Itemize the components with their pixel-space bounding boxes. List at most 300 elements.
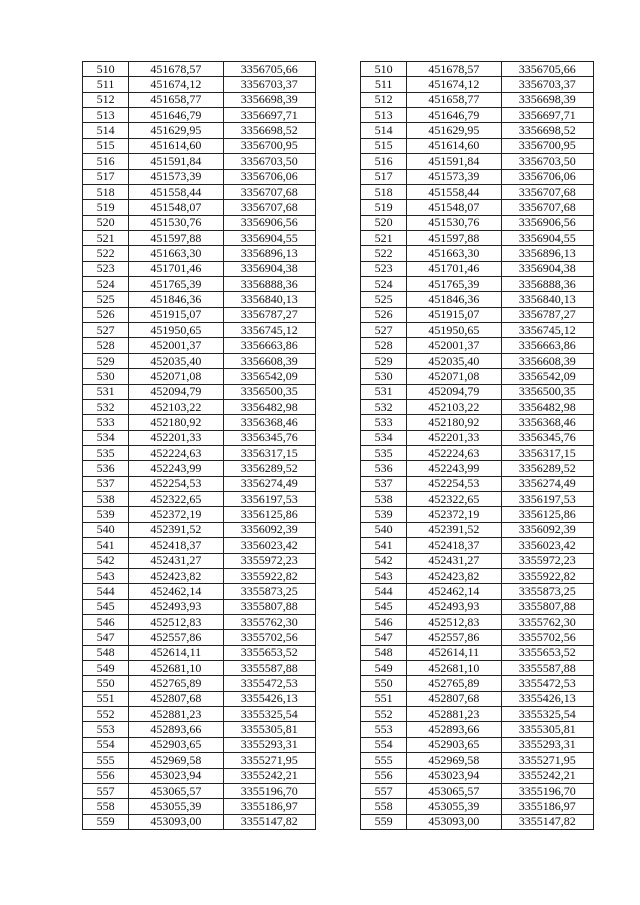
left-y-coordinate-cell: 3356705,66 [223, 62, 315, 77]
coordinate-table [82, 61, 594, 830]
table-row [83, 261, 594, 276]
table-row [83, 461, 594, 476]
right-x-coordinate-cell: 451678,57 [407, 62, 501, 77]
left-point-number-cell: 538 [83, 492, 129, 507]
left-x-coordinate-cell: 452418,37 [129, 538, 223, 553]
left-x-coordinate-cell: 451701,46 [129, 261, 223, 276]
left-point-number-cell: 547 [83, 630, 129, 645]
left-point-number-cell: 543 [83, 568, 129, 583]
left-point-number-cell: 551 [83, 691, 129, 706]
left-y-coordinate-cell: 3356092,39 [223, 522, 315, 537]
table-row [83, 307, 594, 322]
right-y-coordinate-cell: 3356482,98 [501, 399, 593, 414]
left-point-number-cell: 545 [83, 599, 129, 614]
table-row [83, 645, 594, 660]
right-point-number-cell: 545 [361, 599, 407, 614]
table-row [83, 77, 594, 92]
left-y-coordinate-cell: 3356023,42 [223, 538, 315, 553]
column-gap [315, 737, 360, 752]
right-x-coordinate-cell: 452322,65 [407, 492, 501, 507]
right-x-coordinate-cell: 451663,30 [407, 246, 501, 261]
table-row [83, 783, 594, 798]
right-point-number-cell: 541 [361, 538, 407, 553]
left-x-coordinate-cell: 452001,37 [129, 338, 223, 353]
column-gap [315, 476, 360, 491]
table-row [83, 691, 594, 706]
left-y-coordinate-cell: 3355702,56 [223, 630, 315, 645]
left-point-number-cell: 556 [83, 768, 129, 783]
right-point-number-cell: 549 [361, 661, 407, 676]
left-x-coordinate-cell: 451658,77 [129, 92, 223, 107]
right-x-coordinate-cell: 451701,46 [407, 261, 501, 276]
column-gap [315, 461, 360, 476]
right-y-coordinate-cell: 3355702,56 [501, 630, 593, 645]
left-x-coordinate-cell: 451614,60 [129, 138, 223, 153]
table-row [83, 246, 594, 261]
right-x-coordinate-cell: 452969,58 [407, 753, 501, 768]
table-row [83, 292, 594, 307]
left-y-coordinate-cell: 3355325,54 [223, 707, 315, 722]
right-x-coordinate-cell: 453065,57 [407, 783, 501, 798]
left-point-number-cell: 518 [83, 184, 129, 199]
right-point-number-cell: 556 [361, 768, 407, 783]
left-x-coordinate-cell: 452254,53 [129, 476, 223, 491]
right-y-coordinate-cell: 3355922,82 [501, 568, 593, 583]
left-x-coordinate-cell: 451674,12 [129, 77, 223, 92]
coordinate-table-body [83, 62, 594, 830]
left-x-coordinate-cell: 451915,07 [129, 307, 223, 322]
left-x-coordinate-cell: 452614,11 [129, 645, 223, 660]
right-point-number-cell: 519 [361, 200, 407, 215]
column-gap [315, 430, 360, 445]
right-y-coordinate-cell: 3356896,13 [501, 246, 593, 261]
right-point-number-cell: 548 [361, 645, 407, 660]
right-y-coordinate-cell: 3355587,88 [501, 661, 593, 676]
right-y-coordinate-cell: 3355807,88 [501, 599, 593, 614]
left-x-coordinate-cell: 452224,63 [129, 445, 223, 460]
right-y-coordinate-cell: 3356698,52 [501, 123, 593, 138]
right-x-coordinate-cell: 451591,84 [407, 154, 501, 169]
right-point-number-cell: 540 [361, 522, 407, 537]
right-x-coordinate-cell: 451548,07 [407, 200, 501, 215]
right-x-coordinate-cell: 452243,99 [407, 461, 501, 476]
left-x-coordinate-cell: 452512,83 [129, 614, 223, 629]
right-x-coordinate-cell: 451530,76 [407, 215, 501, 230]
table-row [83, 661, 594, 676]
right-y-coordinate-cell: 3355293,31 [501, 737, 593, 752]
column-gap [315, 62, 360, 77]
left-y-coordinate-cell: 3355242,21 [223, 768, 315, 783]
column-gap [315, 814, 360, 829]
right-x-coordinate-cell: 452881,23 [407, 707, 501, 722]
column-gap [315, 108, 360, 123]
left-y-coordinate-cell: 3355293,31 [223, 737, 315, 752]
column-gap [315, 353, 360, 368]
right-point-number-cell: 558 [361, 799, 407, 814]
left-x-coordinate-cell: 451846,36 [129, 292, 223, 307]
coordinate-sheet [82, 61, 594, 830]
left-y-coordinate-cell: 3356608,39 [223, 353, 315, 368]
left-y-coordinate-cell: 3355305,81 [223, 722, 315, 737]
table-row [83, 522, 594, 537]
right-y-coordinate-cell: 3356904,55 [501, 230, 593, 245]
right-y-coordinate-cell: 3355186,97 [501, 799, 593, 814]
table-row [83, 338, 594, 353]
left-x-coordinate-cell: 452431,27 [129, 553, 223, 568]
left-y-coordinate-cell: 3356274,49 [223, 476, 315, 491]
left-point-number-cell: 532 [83, 399, 129, 414]
right-y-coordinate-cell: 3355472,53 [501, 676, 593, 691]
right-y-coordinate-cell: 3355242,21 [501, 768, 593, 783]
left-point-number-cell: 520 [83, 215, 129, 230]
left-y-coordinate-cell: 3356745,12 [223, 323, 315, 338]
left-point-number-cell: 515 [83, 138, 129, 153]
column-gap [315, 753, 360, 768]
right-x-coordinate-cell: 452493,93 [407, 599, 501, 614]
right-x-coordinate-cell: 451846,36 [407, 292, 501, 307]
right-point-number-cell: 535 [361, 445, 407, 460]
column-gap [315, 138, 360, 153]
right-point-number-cell: 531 [361, 384, 407, 399]
left-x-coordinate-cell: 451646,79 [129, 108, 223, 123]
right-x-coordinate-cell: 451614,60 [407, 138, 501, 153]
table-row [83, 507, 594, 522]
column-gap [315, 507, 360, 522]
left-x-coordinate-cell: 452765,89 [129, 676, 223, 691]
right-point-number-cell: 511 [361, 77, 407, 92]
table-row [83, 492, 594, 507]
right-x-coordinate-cell: 453023,94 [407, 768, 501, 783]
right-point-number-cell: 515 [361, 138, 407, 153]
left-y-coordinate-cell: 3355147,82 [223, 814, 315, 829]
right-point-number-cell: 557 [361, 783, 407, 798]
left-y-coordinate-cell: 3355762,30 [223, 614, 315, 629]
left-y-coordinate-cell: 3356345,76 [223, 430, 315, 445]
left-point-number-cell: 525 [83, 292, 129, 307]
left-point-number-cell: 558 [83, 799, 129, 814]
right-point-number-cell: 551 [361, 691, 407, 706]
left-point-number-cell: 516 [83, 154, 129, 169]
left-x-coordinate-cell: 452035,40 [129, 353, 223, 368]
left-point-number-cell: 511 [83, 77, 129, 92]
right-point-number-cell: 534 [361, 430, 407, 445]
right-point-number-cell: 514 [361, 123, 407, 138]
right-y-coordinate-cell: 3355325,54 [501, 707, 593, 722]
left-x-coordinate-cell: 452557,86 [129, 630, 223, 645]
left-x-coordinate-cell: 451765,39 [129, 277, 223, 292]
right-y-coordinate-cell: 3356500,35 [501, 384, 593, 399]
right-y-coordinate-cell: 3356707,68 [501, 184, 593, 199]
right-y-coordinate-cell: 3355762,30 [501, 614, 593, 629]
column-gap [315, 292, 360, 307]
left-point-number-cell: 541 [83, 538, 129, 553]
left-point-number-cell: 531 [83, 384, 129, 399]
column-gap [315, 323, 360, 338]
table-row [83, 630, 594, 645]
right-x-coordinate-cell: 452254,53 [407, 476, 501, 491]
left-y-coordinate-cell: 3356904,38 [223, 261, 315, 276]
column-gap [315, 445, 360, 460]
left-x-coordinate-cell: 451629,95 [129, 123, 223, 138]
left-point-number-cell: 539 [83, 507, 129, 522]
right-point-number-cell: 528 [361, 338, 407, 353]
column-gap [315, 277, 360, 292]
left-x-coordinate-cell: 452071,08 [129, 369, 223, 384]
right-point-number-cell: 527 [361, 323, 407, 338]
left-point-number-cell: 544 [83, 584, 129, 599]
right-x-coordinate-cell: 452765,89 [407, 676, 501, 691]
right-point-number-cell: 554 [361, 737, 407, 752]
column-gap [315, 568, 360, 583]
column-gap [315, 630, 360, 645]
right-y-coordinate-cell: 3355873,25 [501, 584, 593, 599]
right-x-coordinate-cell: 452893,66 [407, 722, 501, 737]
left-y-coordinate-cell: 3356904,55 [223, 230, 315, 245]
right-y-coordinate-cell: 3356706,06 [501, 169, 593, 184]
table-row [83, 430, 594, 445]
column-gap [315, 415, 360, 430]
left-x-coordinate-cell: 452893,66 [129, 722, 223, 737]
right-point-number-cell: 513 [361, 108, 407, 123]
left-y-coordinate-cell: 3355271,95 [223, 753, 315, 768]
table-row [83, 599, 594, 614]
left-point-number-cell: 552 [83, 707, 129, 722]
right-y-coordinate-cell: 3355426,13 [501, 691, 593, 706]
table-row [83, 799, 594, 814]
left-x-coordinate-cell: 452881,23 [129, 707, 223, 722]
left-x-coordinate-cell: 451530,76 [129, 215, 223, 230]
left-x-coordinate-cell: 452391,52 [129, 522, 223, 537]
right-x-coordinate-cell: 452224,63 [407, 445, 501, 460]
right-point-number-cell: 559 [361, 814, 407, 829]
left-point-number-cell: 513 [83, 108, 129, 123]
column-gap [315, 783, 360, 798]
left-x-coordinate-cell: 451950,65 [129, 323, 223, 338]
left-point-number-cell: 510 [83, 62, 129, 77]
right-point-number-cell: 538 [361, 492, 407, 507]
right-y-coordinate-cell: 3356608,39 [501, 353, 593, 368]
left-point-number-cell: 524 [83, 277, 129, 292]
right-point-number-cell: 553 [361, 722, 407, 737]
left-x-coordinate-cell: 451591,84 [129, 154, 223, 169]
right-x-coordinate-cell: 452071,08 [407, 369, 501, 384]
table-row [83, 584, 594, 599]
table-row [83, 92, 594, 107]
column-gap [315, 92, 360, 107]
left-y-coordinate-cell: 3356706,06 [223, 169, 315, 184]
left-point-number-cell: 550 [83, 676, 129, 691]
left-y-coordinate-cell: 3355653,52 [223, 645, 315, 660]
left-point-number-cell: 519 [83, 200, 129, 215]
right-x-coordinate-cell: 451950,65 [407, 323, 501, 338]
right-point-number-cell: 533 [361, 415, 407, 430]
table-row [83, 108, 594, 123]
column-gap [315, 492, 360, 507]
right-y-coordinate-cell: 3356904,38 [501, 261, 593, 276]
left-x-coordinate-cell: 452103,22 [129, 399, 223, 414]
column-gap [315, 645, 360, 660]
right-x-coordinate-cell: 452512,83 [407, 614, 501, 629]
left-point-number-cell: 512 [83, 92, 129, 107]
right-point-number-cell: 550 [361, 676, 407, 691]
left-x-coordinate-cell: 453023,94 [129, 768, 223, 783]
left-y-coordinate-cell: 3356707,68 [223, 200, 315, 215]
right-x-coordinate-cell: 452903,65 [407, 737, 501, 752]
column-gap [315, 230, 360, 245]
right-x-coordinate-cell: 451915,07 [407, 307, 501, 322]
left-y-coordinate-cell: 3356888,36 [223, 277, 315, 292]
left-y-coordinate-cell: 3355922,82 [223, 568, 315, 583]
left-x-coordinate-cell: 452201,33 [129, 430, 223, 445]
left-point-number-cell: 537 [83, 476, 129, 491]
right-point-number-cell: 512 [361, 92, 407, 107]
left-x-coordinate-cell: 451573,39 [129, 169, 223, 184]
left-x-coordinate-cell: 451678,57 [129, 62, 223, 77]
column-gap [315, 200, 360, 215]
right-point-number-cell: 537 [361, 476, 407, 491]
right-point-number-cell: 542 [361, 553, 407, 568]
column-gap [315, 77, 360, 92]
left-y-coordinate-cell: 3356896,13 [223, 246, 315, 261]
right-point-number-cell: 517 [361, 169, 407, 184]
table-row [83, 123, 594, 138]
right-point-number-cell: 552 [361, 707, 407, 722]
left-point-number-cell: 540 [83, 522, 129, 537]
column-gap [315, 522, 360, 537]
right-x-coordinate-cell: 452094,79 [407, 384, 501, 399]
left-x-coordinate-cell: 452681,10 [129, 661, 223, 676]
right-x-coordinate-cell: 452807,68 [407, 691, 501, 706]
right-x-coordinate-cell: 451629,95 [407, 123, 501, 138]
table-row [83, 323, 594, 338]
right-y-coordinate-cell: 3356787,27 [501, 307, 593, 322]
left-point-number-cell: 526 [83, 307, 129, 322]
left-point-number-cell: 559 [83, 814, 129, 829]
column-gap [315, 799, 360, 814]
column-gap [315, 184, 360, 199]
right-x-coordinate-cell: 452418,37 [407, 538, 501, 553]
right-point-number-cell: 524 [361, 277, 407, 292]
column-gap [315, 538, 360, 553]
column-gap [315, 399, 360, 414]
right-x-coordinate-cell: 452423,82 [407, 568, 501, 583]
right-x-coordinate-cell: 451765,39 [407, 277, 501, 292]
left-point-number-cell: 546 [83, 614, 129, 629]
right-y-coordinate-cell: 3356663,86 [501, 338, 593, 353]
right-point-number-cell: 529 [361, 353, 407, 368]
right-point-number-cell: 555 [361, 753, 407, 768]
left-y-coordinate-cell: 3356197,53 [223, 492, 315, 507]
right-x-coordinate-cell: 452681,10 [407, 661, 501, 676]
left-point-number-cell: 530 [83, 369, 129, 384]
right-y-coordinate-cell: 3356368,46 [501, 415, 593, 430]
right-point-number-cell: 532 [361, 399, 407, 414]
right-point-number-cell: 522 [361, 246, 407, 261]
left-x-coordinate-cell: 452903,65 [129, 737, 223, 752]
right-y-coordinate-cell: 3356697,71 [501, 108, 593, 123]
right-y-coordinate-cell: 3356705,66 [501, 62, 593, 77]
left-y-coordinate-cell: 3356700,95 [223, 138, 315, 153]
table-row [83, 230, 594, 245]
table-row [83, 568, 594, 583]
left-point-number-cell: 554 [83, 737, 129, 752]
column-gap [315, 707, 360, 722]
left-y-coordinate-cell: 3355196,70 [223, 783, 315, 798]
column-gap [315, 338, 360, 353]
left-point-number-cell: 548 [83, 645, 129, 660]
left-point-number-cell: 533 [83, 415, 129, 430]
left-point-number-cell: 553 [83, 722, 129, 737]
column-gap [315, 369, 360, 384]
left-x-coordinate-cell: 452243,99 [129, 461, 223, 476]
right-point-number-cell: 526 [361, 307, 407, 322]
right-y-coordinate-cell: 3356289,52 [501, 461, 593, 476]
right-y-coordinate-cell: 3356703,50 [501, 154, 593, 169]
left-point-number-cell: 535 [83, 445, 129, 460]
left-point-number-cell: 557 [83, 783, 129, 798]
column-gap [315, 691, 360, 706]
table-row [83, 415, 594, 430]
table-row [83, 676, 594, 691]
right-y-coordinate-cell: 3356700,95 [501, 138, 593, 153]
table-row [83, 722, 594, 737]
right-y-coordinate-cell: 3356345,76 [501, 430, 593, 445]
right-y-coordinate-cell: 3356023,42 [501, 538, 593, 553]
left-y-coordinate-cell: 3355426,13 [223, 691, 315, 706]
right-x-coordinate-cell: 452462,14 [407, 584, 501, 599]
column-gap [315, 584, 360, 599]
table-row [83, 353, 594, 368]
right-y-coordinate-cell: 3356840,13 [501, 292, 593, 307]
left-y-coordinate-cell: 3355186,97 [223, 799, 315, 814]
right-y-coordinate-cell: 3356698,39 [501, 92, 593, 107]
right-y-coordinate-cell: 3356542,09 [501, 369, 593, 384]
left-x-coordinate-cell: 452493,93 [129, 599, 223, 614]
left-point-number-cell: 534 [83, 430, 129, 445]
left-y-coordinate-cell: 3356542,09 [223, 369, 315, 384]
left-y-coordinate-cell: 3356698,52 [223, 123, 315, 138]
table-row [83, 384, 594, 399]
table-row [83, 768, 594, 783]
left-point-number-cell: 542 [83, 553, 129, 568]
right-point-number-cell: 539 [361, 507, 407, 522]
right-x-coordinate-cell: 452391,52 [407, 522, 501, 537]
right-x-coordinate-cell: 451558,44 [407, 184, 501, 199]
left-y-coordinate-cell: 3355587,88 [223, 661, 315, 676]
left-point-number-cell: 522 [83, 246, 129, 261]
table-row [83, 737, 594, 752]
right-point-number-cell: 521 [361, 230, 407, 245]
left-point-number-cell: 555 [83, 753, 129, 768]
right-y-coordinate-cell: 3355271,95 [501, 753, 593, 768]
left-y-coordinate-cell: 3356707,68 [223, 184, 315, 199]
left-x-coordinate-cell: 452094,79 [129, 384, 223, 399]
right-x-coordinate-cell: 451597,88 [407, 230, 501, 245]
right-point-number-cell: 525 [361, 292, 407, 307]
right-y-coordinate-cell: 3355147,82 [501, 814, 593, 829]
left-y-coordinate-cell: 3355807,88 [223, 599, 315, 614]
left-point-number-cell: 528 [83, 338, 129, 353]
right-point-number-cell: 547 [361, 630, 407, 645]
table-row [83, 445, 594, 460]
left-y-coordinate-cell: 3356703,37 [223, 77, 315, 92]
column-gap [315, 676, 360, 691]
left-point-number-cell: 521 [83, 230, 129, 245]
table-row [83, 62, 594, 77]
right-x-coordinate-cell: 452180,92 [407, 415, 501, 430]
left-y-coordinate-cell: 3356500,35 [223, 384, 315, 399]
column-gap [315, 246, 360, 261]
